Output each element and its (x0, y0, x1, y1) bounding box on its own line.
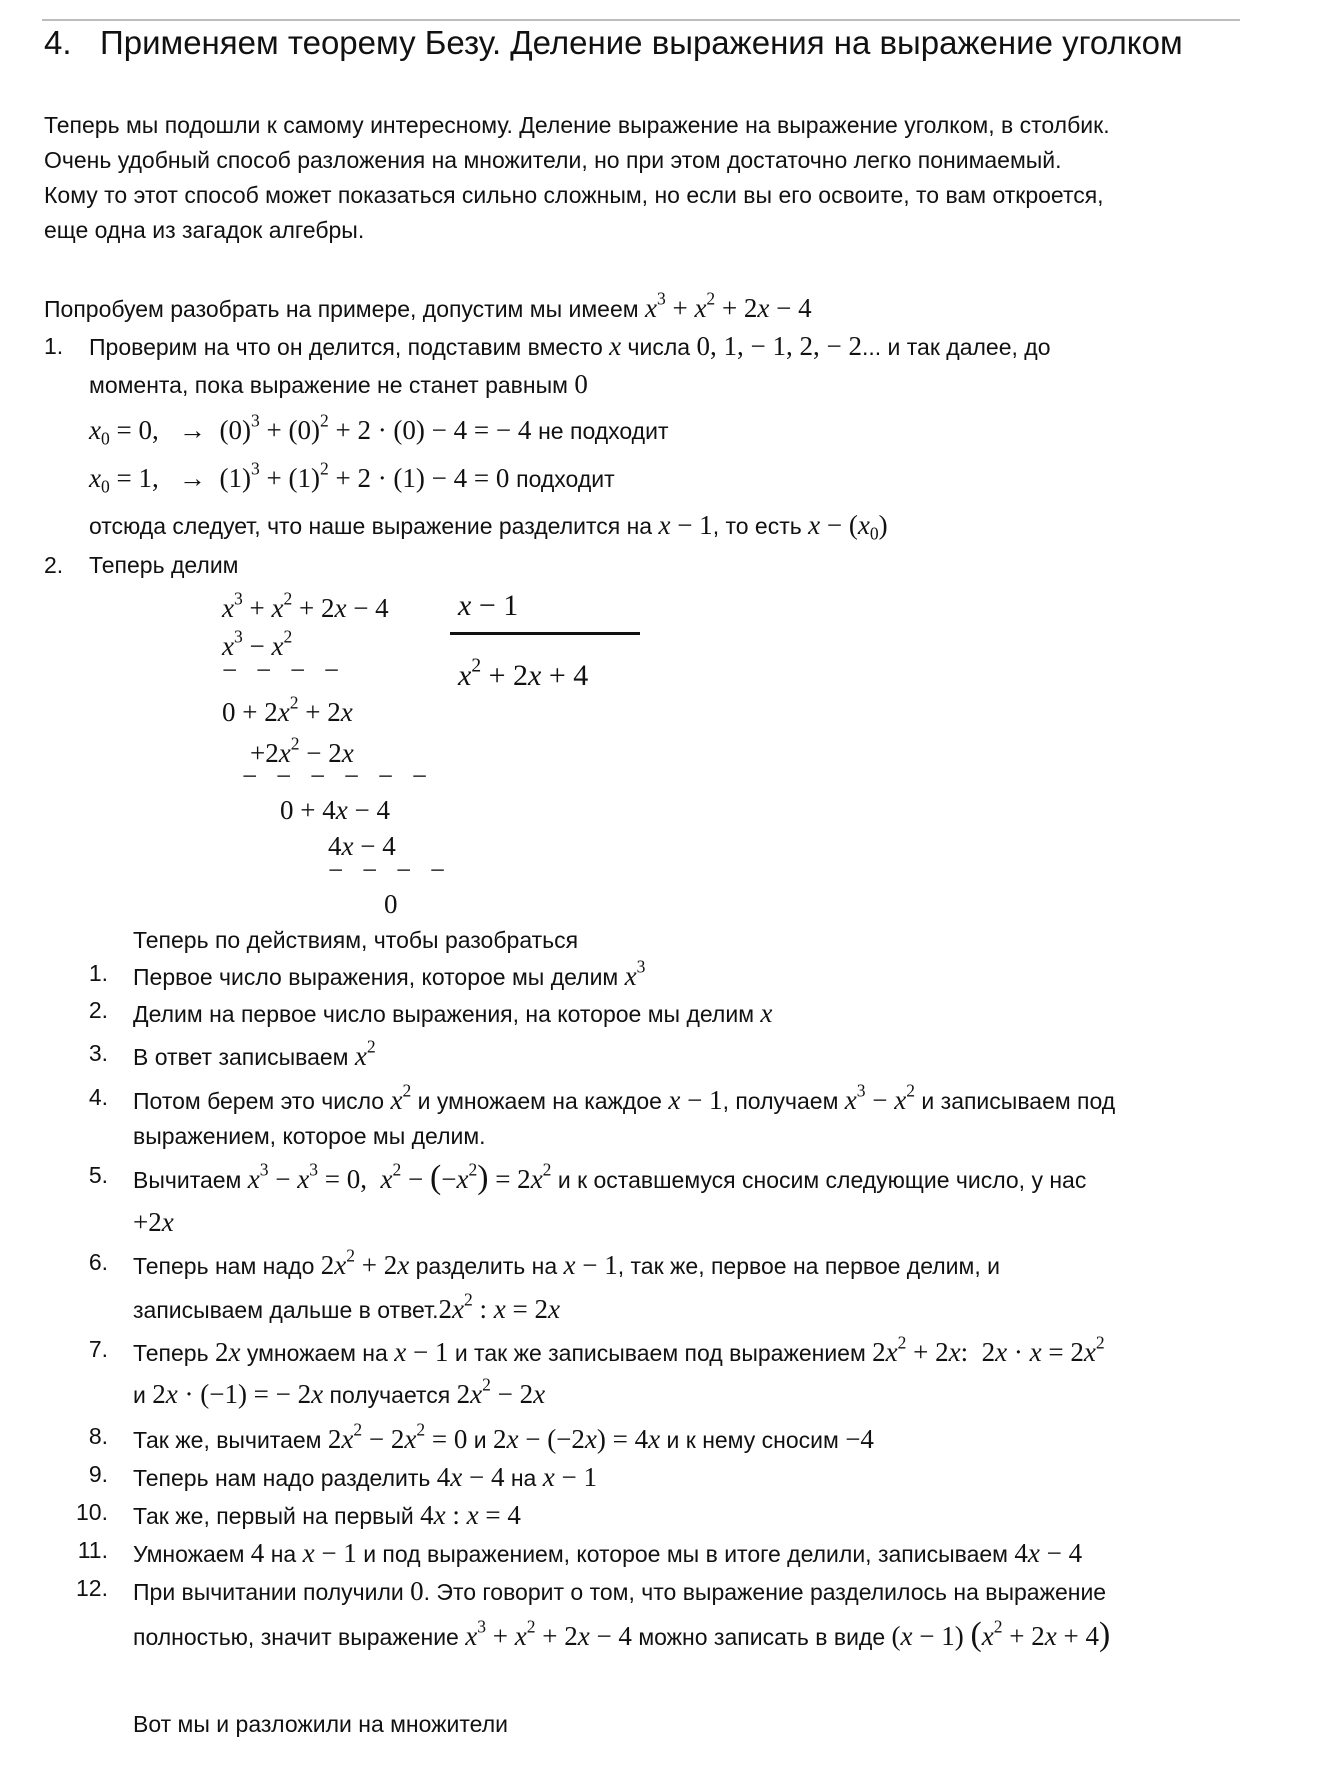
intro-paragraph (44, 108, 1110, 248)
action-6: Теперь нам надо $2x^2 + 2x$ разделить на x − 1, так же, первое на первое делим, и (133, 1245, 1000, 1280)
step1-conclusion: отсюда следует, что наше выражение разделится на x − 1, то есть $x - (x_0)$ (89, 510, 888, 544)
action-2: Делим на первое число выражения, на которое мы делим x (133, 998, 773, 1028)
step1-text: Проверим на что он делится, подставим вместо x числа 0, 1, − 1, 2, − 2... и так далее, до (89, 331, 1051, 361)
division-remainder-2: 0 + 4x − 4 (280, 795, 390, 825)
division-subtrahend-1: $x^3 - x^2$ (222, 626, 293, 661)
step1-number: 1. (44, 333, 64, 359)
action-number: 9. (88, 1461, 108, 1487)
division-subtrahend-2: $+2x^2 - 2x$ (250, 733, 354, 768)
action-number: 11. (77, 1537, 108, 1563)
action-4-cont: выражением, которое мы делим. (133, 1123, 486, 1149)
step2-text: Теперь делим (89, 552, 239, 578)
polynomial: $x^3 + x^2 + 2x - 4$ (644, 288, 812, 323)
action-number: 5. (88, 1162, 108, 1188)
action-11: Умножаем 4 на x − 1 и под выражением, которое мы в итоге делили, записываем 4x − 4 (133, 1538, 1083, 1568)
action-number: 7. (88, 1336, 108, 1362)
step2-number: 2. (44, 552, 64, 578)
action-12-cont: полностью, значит выражение $x^3 + x^2 + 2x - 4$ можно записать в виде (x − 1) $(x^2 + 2x + 4)$ (133, 1616, 1111, 1653)
division-bar (450, 632, 640, 635)
step1-text-cont: момента, пока выражение не станет равным 0 (89, 369, 588, 399)
division-dashes-3: − − − − (328, 855, 452, 885)
action-number: 12. (76, 1575, 108, 1601)
test-values: 0, 1, − 1, 2, − 2 (696, 331, 862, 361)
division-subtrahend-3: 4x − 4 (328, 831, 396, 861)
intro-line: Кому то этот способ может показаться сильно сложным, но если вы его освоите, то вам откроется, (44, 182, 1104, 208)
action-7-cont: и 2x · (−1) = − 2x получается $2x^2 - 2x$ (133, 1374, 546, 1409)
action-number: 1. (88, 960, 108, 986)
intro-line: еще одна из загадок алгебры. (44, 217, 365, 243)
action-12: При вычитании получили 0. Это говорит о том, что выражение разделилось на выражение (133, 1576, 1107, 1606)
division-final-remainder: 0 (384, 889, 398, 919)
check-x0-zero: $x_0 = 0$, → $(0)^3 + (0)^2 + 2 \cdot (0) - 4$ = − 4 не подходит (89, 410, 669, 449)
division-dashes-1: − − − − (222, 655, 346, 685)
actions-lead: Теперь по действиям, чтобы разобраться (133, 927, 579, 953)
action-number: 10. (76, 1499, 108, 1525)
section-title: Применяем теорему Безу. Деление выражения на выражение уголком (100, 24, 1183, 61)
closing-text: Вот мы и разложили на множители (133, 1711, 508, 1737)
example-lead: Попробуем разобрать на примере, допустим мы имеем $x^3 + x^2 + 2x - 4$ (44, 288, 812, 323)
division-remainder-1: $0 + 2x^2 + 2x$ (222, 692, 353, 727)
action-5: Вычитаем $x^3 - x^3 = 0$, $x^2 - (-x^2) = 2x^2$ и к оставшемуся сносим следующие число, у нас (133, 1159, 1087, 1196)
top-divider (42, 19, 1240, 21)
division-dashes-2: − − − − − − (242, 761, 434, 791)
intro-line: Теперь мы подошли к самому интересному. Деление выражение на выражение уголком, в столбик. (44, 112, 1110, 138)
action-number: 4. (88, 1084, 108, 1110)
action-8: Так же, вычитаем $2x^2 - 2x^2 = 0$ и 2x − (−2x) = 4x и к нему сносим −4 (133, 1419, 874, 1454)
action-10: Так же, первый на первый 4x : x = 4 (133, 1500, 521, 1530)
division-dividend: $x^3 + x^2 + 2x - 4$ (222, 588, 389, 623)
action-7: Теперь 2x умножаем на x − 1 и так же записываем под выражением $2x^2 + 2x$: $2x \cdot x = 2x^2$ (133, 1332, 1105, 1367)
action-3: В ответ записываем $x^2$ (133, 1036, 376, 1071)
action-number: 2. (88, 997, 108, 1023)
action-5-cont: +2x (133, 1207, 174, 1237)
intro-line: Очень удобный способ разложения на множители, но при этом достаточно легко понимаемый. (44, 147, 1062, 173)
action-9: Теперь нам надо разделить 4x − 4 на x − 1 (133, 1462, 597, 1492)
section-heading (44, 24, 1183, 62)
division-divisor: x − 1 (458, 589, 519, 622)
action-number: 8. (88, 1423, 108, 1449)
action-6-cont: записываем дальше в $ответ.2x^2$ : x = 2x (133, 1289, 560, 1324)
check-x0-one: $x_0 = 1$, → $(1)^3 + (1)^2 + 2 \cdot (1) - 4 = 0$ подходит (89, 458, 615, 497)
section-number: 4. (44, 24, 72, 61)
division-quotient: $x^2 + 2x + 4$ (458, 655, 589, 692)
action-number: 3. (88, 1040, 108, 1066)
action-4: Потом берем это число $x^2$ и умножаем на каждое x − 1, получаем $x^3 - x^2$ и записываем под (133, 1080, 1116, 1115)
action-1: Первое число выражения, которое мы делим $x^3$ (133, 956, 646, 991)
action-number: 6. (88, 1249, 108, 1275)
